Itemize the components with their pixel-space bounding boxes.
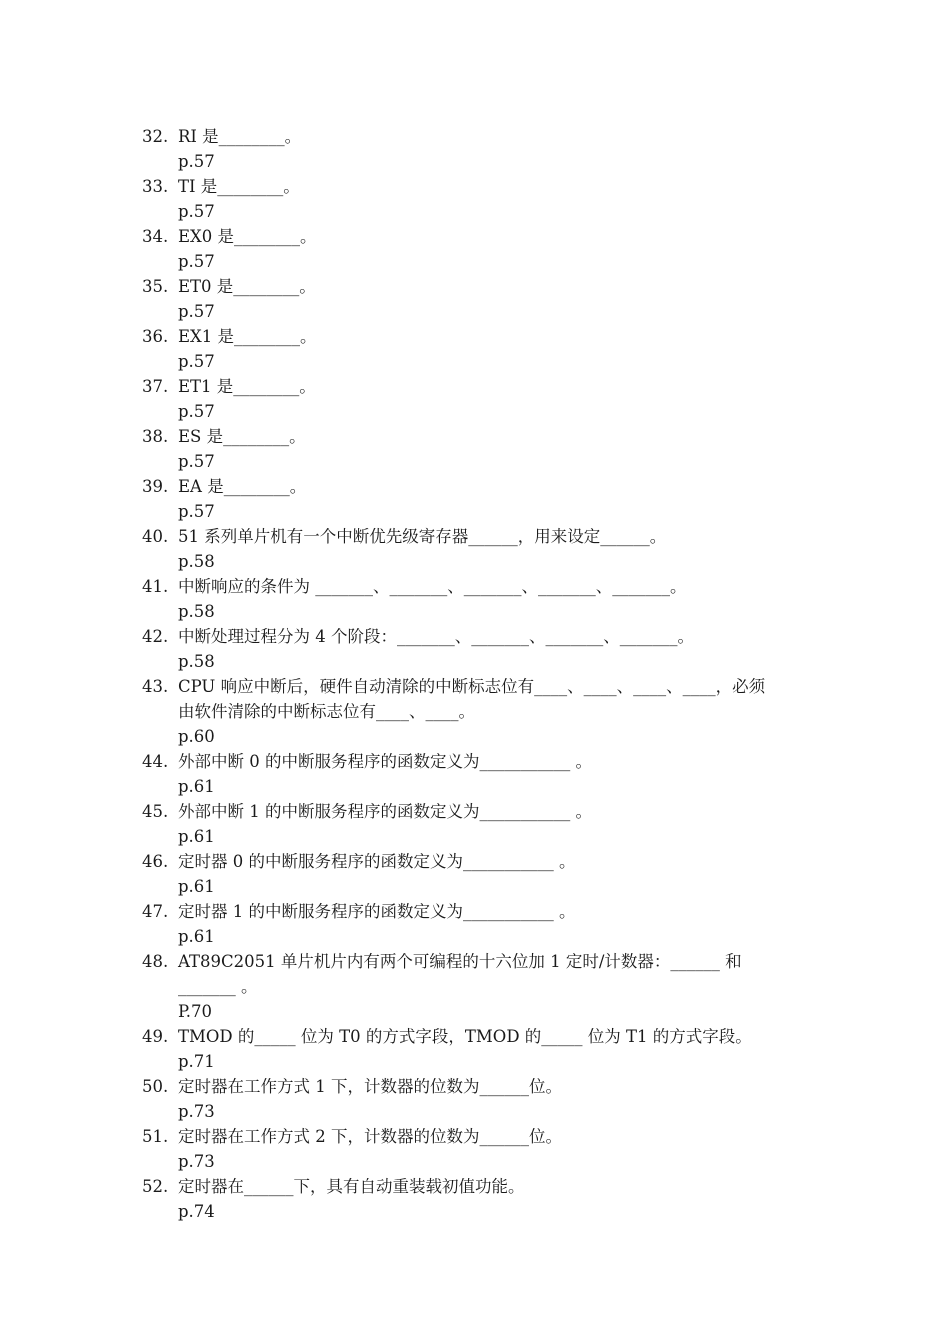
page-reference: p.60 bbox=[178, 727, 215, 746]
question-number: 42. bbox=[142, 627, 169, 646]
question-line bbox=[142, 899, 822, 924]
question-text: TMOD 的_____ 位为 T0 的方式字段，TMOD 的_____ 位为 T1 的方式字段。 bbox=[178, 1027, 752, 1046]
page-reference: p.57 bbox=[178, 452, 215, 471]
page-reference: P.70 bbox=[178, 1002, 212, 1021]
question-item bbox=[142, 1074, 822, 1124]
question-line bbox=[142, 849, 822, 874]
question-text: 定时器在工作方式 2 下，计数器的位数为______位。 bbox=[178, 1127, 562, 1146]
page-reference: p.61 bbox=[178, 777, 215, 796]
question-text: 定时器在工作方式 1 下，计数器的位数为______位。 bbox=[178, 1077, 562, 1096]
question-item bbox=[142, 474, 822, 524]
question-number: 35. bbox=[142, 277, 169, 296]
question-number: 47. bbox=[142, 902, 169, 921]
question-list bbox=[142, 124, 822, 1224]
question-number: 46. bbox=[142, 852, 169, 871]
question-number: 39. bbox=[142, 477, 169, 496]
page-reference: p.57 bbox=[178, 402, 215, 421]
page-reference: p.57 bbox=[178, 502, 215, 521]
question-text: ET1 是________。 bbox=[178, 377, 316, 396]
question-text: 定时器 1 的中断服务程序的函数定义为___________ 。 bbox=[178, 902, 576, 921]
question-line bbox=[142, 224, 822, 249]
question-line bbox=[142, 674, 822, 699]
question-number: 45. bbox=[142, 802, 169, 821]
page-reference: p.57 bbox=[178, 352, 215, 371]
question-item bbox=[142, 224, 822, 274]
question-text: ET0 是________。 bbox=[178, 277, 316, 296]
question-number: 38. bbox=[142, 427, 169, 446]
question-number: 33. bbox=[142, 177, 169, 196]
page-reference: p.57 bbox=[178, 152, 215, 171]
question-item bbox=[142, 1174, 822, 1224]
question-item bbox=[142, 674, 822, 749]
question-line bbox=[142, 474, 822, 499]
question-number: 41. bbox=[142, 577, 169, 596]
page-reference: p.57 bbox=[178, 252, 215, 271]
question-continuation-line bbox=[142, 974, 822, 999]
question-line bbox=[142, 749, 822, 774]
question-item bbox=[142, 899, 822, 949]
question-text: AT89C2051 单片机片内有两个可编程的十六位加 1 定时/计数器：______ 和 bbox=[178, 952, 742, 971]
question-item bbox=[142, 174, 822, 224]
question-number: 40. bbox=[142, 527, 169, 546]
question-number: 37. bbox=[142, 377, 169, 396]
question-text: ES 是________。 bbox=[178, 427, 306, 446]
question-item bbox=[142, 374, 822, 424]
question-item bbox=[142, 949, 822, 1024]
page-reference: p.57 bbox=[178, 302, 215, 321]
question-text: TI 是________。 bbox=[178, 177, 300, 196]
question-number: 36. bbox=[142, 327, 169, 346]
question-line bbox=[142, 1074, 822, 1099]
question-item bbox=[142, 1024, 822, 1074]
question-text: 外部中断 1 的中断服务程序的函数定义为___________ 。 bbox=[178, 802, 592, 821]
page-reference: p.58 bbox=[178, 652, 215, 671]
question-line bbox=[142, 1174, 822, 1199]
question-line bbox=[142, 1024, 822, 1049]
page-reference: p.57 bbox=[178, 202, 215, 221]
question-line bbox=[142, 274, 822, 299]
question-text: 由软件清除的中断标志位有____、____。 bbox=[178, 702, 475, 721]
question-continuation-line bbox=[142, 699, 822, 724]
page-reference: p.71 bbox=[178, 1052, 215, 1071]
question-line bbox=[142, 424, 822, 449]
question-line bbox=[142, 799, 822, 824]
question-text: _______ 。 bbox=[178, 977, 258, 996]
question-item bbox=[142, 424, 822, 474]
question-number: 34. bbox=[142, 227, 169, 246]
question-item bbox=[142, 749, 822, 799]
question-number: 43. bbox=[142, 677, 169, 696]
page-reference: p.73 bbox=[178, 1152, 215, 1171]
question-line bbox=[142, 949, 822, 974]
question-item bbox=[142, 124, 822, 174]
question-text: 定时器 0 的中断服务程序的函数定义为___________ 。 bbox=[178, 852, 576, 871]
question-text: CPU 响应中断后，硬件自动清除的中断标志位有____、____、____、____，必须 bbox=[178, 677, 766, 696]
question-item bbox=[142, 574, 822, 624]
question-item bbox=[142, 524, 822, 574]
question-line bbox=[142, 374, 822, 399]
page-reference: p.73 bbox=[178, 1102, 215, 1121]
question-number: 49. bbox=[142, 1027, 169, 1046]
question-item bbox=[142, 624, 822, 674]
question-number: 48. bbox=[142, 952, 169, 971]
question-item bbox=[142, 1124, 822, 1174]
question-number: 52. bbox=[142, 1177, 169, 1196]
question-text: 外部中断 0 的中断服务程序的函数定义为___________ 。 bbox=[178, 752, 592, 771]
question-text: 中断响应的条件为 _______、_______、_______、_______、_______。 bbox=[178, 577, 687, 596]
question-line bbox=[142, 524, 822, 549]
page-reference: p.74 bbox=[178, 1202, 215, 1221]
question-text: EX1 是________。 bbox=[178, 327, 317, 346]
question-item bbox=[142, 849, 822, 899]
question-line bbox=[142, 324, 822, 349]
question-line bbox=[142, 124, 822, 149]
question-number: 44. bbox=[142, 752, 169, 771]
question-text: 中断处理过程分为 4 个阶段：_______、_______、_______、_______。 bbox=[178, 627, 694, 646]
question-text: 定时器在______下，具有自动重装载初值功能。 bbox=[178, 1177, 525, 1196]
question-text: EX0 是________。 bbox=[178, 227, 317, 246]
question-number: 50. bbox=[142, 1077, 169, 1096]
page-reference: p.61 bbox=[178, 877, 215, 896]
question-line bbox=[142, 1124, 822, 1149]
page-reference: p.58 bbox=[178, 602, 215, 621]
question-item bbox=[142, 274, 822, 324]
question-text: EA 是________。 bbox=[178, 477, 307, 496]
question-text: RI 是________。 bbox=[178, 127, 302, 146]
page-reference: p.61 bbox=[178, 827, 215, 846]
question-number: 32. bbox=[142, 127, 169, 146]
page-reference: p.58 bbox=[178, 552, 215, 571]
question-line bbox=[142, 624, 822, 649]
page-reference: p.61 bbox=[178, 927, 215, 946]
question-item bbox=[142, 324, 822, 374]
question-line bbox=[142, 574, 822, 599]
question-text: 51 系列单片机有一个中断优先级寄存器______，用来设定______。 bbox=[178, 527, 667, 546]
question-number: 51. bbox=[142, 1127, 169, 1146]
question-line bbox=[142, 174, 822, 199]
question-item bbox=[142, 799, 822, 849]
